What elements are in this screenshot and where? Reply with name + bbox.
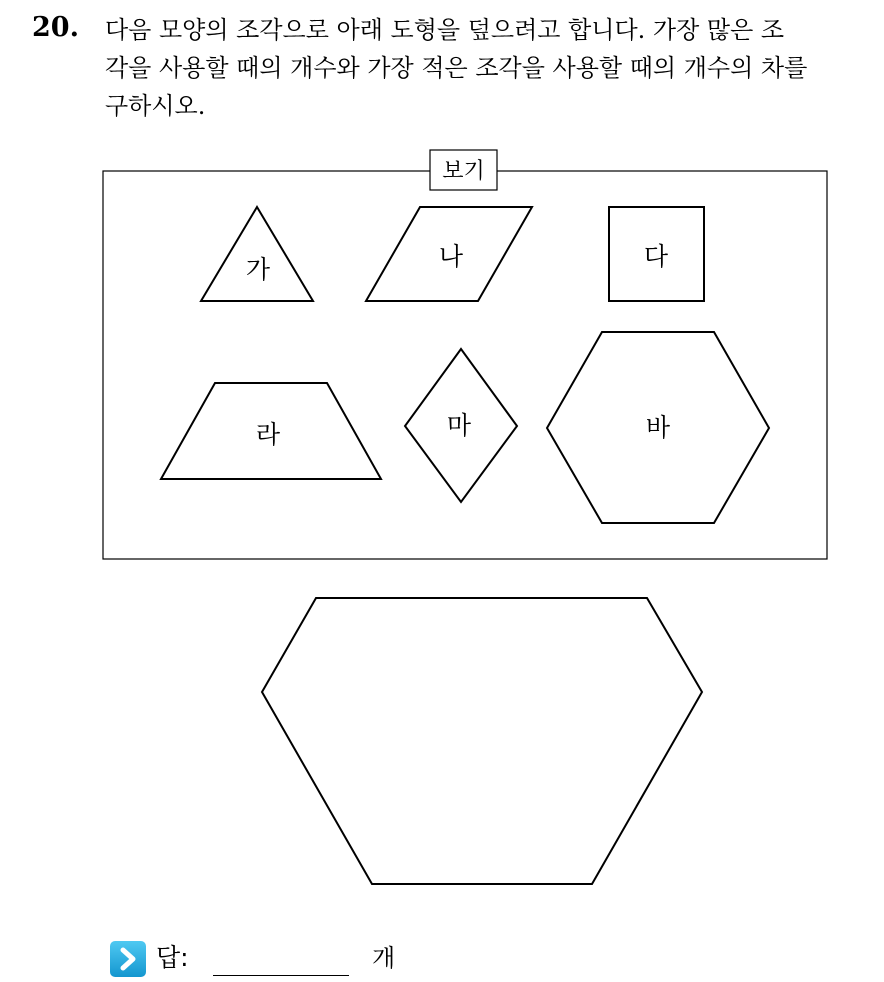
piece-label: 바: [645, 413, 671, 442]
question-line: 다음 모양의 조각으로 아래 도형을 덮으려고 합니다. 가장 많은 조: [105, 16, 785, 44]
answer-unit: 개: [372, 944, 396, 972]
piece-label: 가: [245, 255, 271, 284]
example-title: 보기: [442, 159, 485, 184]
question-line: 각을 사용할 때의 개수와 가장 적은 조각을 사용할 때의 개수의 차를: [105, 54, 808, 82]
piece-label: 나: [438, 242, 464, 271]
answer-row: [110, 938, 530, 978]
answer-label: 답:: [156, 943, 189, 972]
piece-label: 라: [255, 420, 281, 449]
piece-label: 마: [446, 411, 472, 440]
chevron-right-icon: [110, 941, 146, 977]
target-shape: [262, 598, 702, 884]
piece-label: 다: [643, 242, 669, 271]
question-number: 20.: [32, 12, 79, 43]
answer-blank[interactable]: [213, 975, 349, 976]
question-line: 구하시오.: [105, 92, 206, 120]
